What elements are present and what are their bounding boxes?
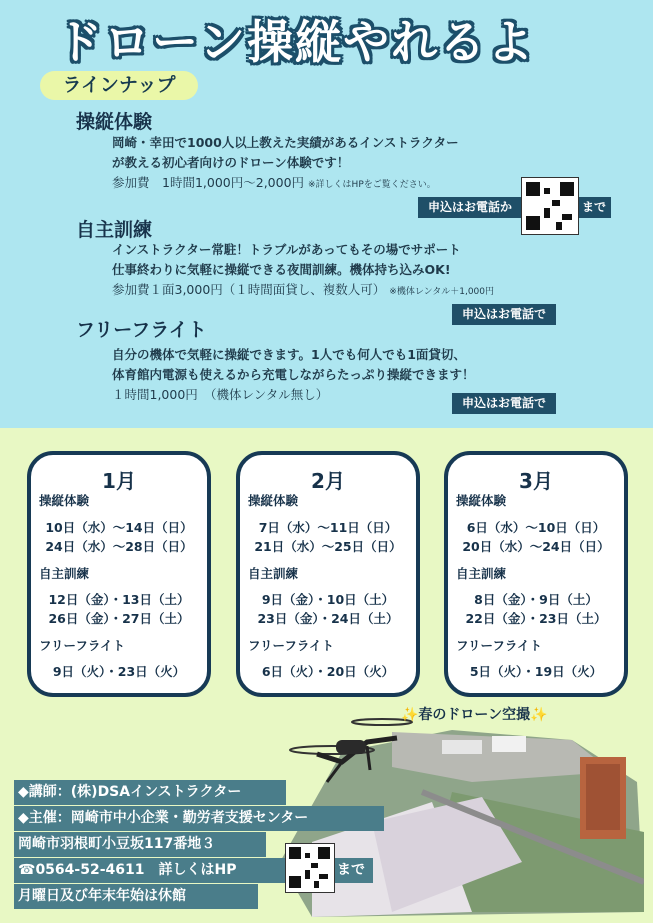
photo-caption: ✨春のドローン空撮✨ [401, 707, 548, 723]
month-card [27, 451, 211, 697]
apply-button-training[interactable]: 申込はお電話で [452, 304, 556, 325]
section-fee: 参加費１面3,000円（１時間面貸し、複数人可） ※機体レンタル＋1,000円 [112, 282, 495, 297]
month-card [236, 451, 420, 697]
month-title: 2月 [311, 469, 345, 493]
info-organizer: ◆主催：岡崎市中小企業・勤労者支援センター [14, 806, 384, 831]
date-line: 24日（水）～28日（日） [45, 539, 193, 554]
qr-code-icon[interactable] [285, 843, 335, 893]
date-line: 8日（金）・9日（土） [474, 592, 598, 607]
label-free: フリーフライト [39, 638, 126, 653]
info-address: 岡崎市羽根町小豆坂117番地３ [14, 832, 266, 857]
label-training: 自主訓練 [248, 566, 299, 581]
label-experience: 操縦体験 [248, 493, 299, 508]
section-fee: 参加費 1時間1,000円～2,000円 ※詳しくはHPをご覧ください。 [112, 175, 436, 190]
section-title-training: 自主訓練 [76, 219, 153, 241]
date-line: 6日（水）～10日（日） [466, 520, 606, 535]
date-line: 22日（金）・23日（土） [465, 611, 607, 626]
date-line: 12日（金）・13日（土） [48, 592, 190, 607]
date-line: 7日（水）～11日（日） [258, 520, 398, 535]
info-instructor: ◆講師：(株)DSAインストラクター [14, 780, 286, 805]
label-free: フリーフライト [248, 638, 335, 653]
fee-note: ※詳しくはHPをご覧ください。 [308, 180, 436, 190]
section-text: 岡崎・幸田で1000人以上教えた実績があるインストラクター [112, 135, 459, 150]
fee-note: ※機体レンタル＋1,000円 [389, 287, 495, 297]
label-training: 自主訓練 [39, 566, 90, 581]
date-line: 5日（火）・19日（火） [469, 664, 603, 679]
label-experience: 操縦体験 [39, 493, 90, 508]
date-line: 21日（水）～25日（日） [254, 539, 402, 554]
date-line: 23日（金）・24日（土） [257, 611, 399, 626]
section-text: 仕事終わりに気軽に操縦できる夜間訓練。機体持ち込みOK! [112, 262, 451, 277]
apply-button-experience[interactable]: 申込はお電話か [418, 197, 522, 218]
page-title: ドローン操縦やれるよ [56, 15, 536, 69]
apply-button-freeflight[interactable]: 申込はお電話で [452, 393, 556, 414]
section-text: が教える初心者向けのドローン体験です！ [112, 155, 350, 170]
label-free: フリーフライト [456, 638, 543, 653]
month-card [444, 451, 628, 697]
date-line: 9日（火）・23日（火） [52, 664, 186, 679]
label-experience: 操縦体験 [456, 493, 507, 508]
label-training: 自主訓練 [456, 566, 507, 581]
section-text: 自分の機体で気軽に操縦できます。1人でも何人でも1面貸切、 [112, 347, 466, 362]
apply-button-tail[interactable]: まで [577, 197, 611, 218]
month-title: 3月 [519, 469, 553, 493]
section-fee: １時間1,000円 （機体レンタル無し） [112, 387, 329, 402]
info-closed: 月曜日及び年末年始は休館 [14, 884, 258, 909]
section-title-freeflight: フリーフライト [76, 319, 207, 341]
date-line: 20日（水）～24日（日） [462, 539, 610, 554]
info-phone-tail: まで [333, 858, 373, 883]
date-line: 6日（火）・20日（火） [261, 664, 395, 679]
section-title-experience: 操縦体験 [76, 111, 153, 133]
qr-code-icon[interactable] [521, 177, 579, 235]
lineup-label: ラインナップ [40, 71, 198, 100]
date-line: 9日（金）・10日（土） [261, 592, 395, 607]
info-phone[interactable]: ☎0564-52-4611 詳しくはHP [14, 858, 290, 883]
section-text: 体育館内電源も使えるから充電しながらたっぷり操縦できます！ [112, 367, 475, 382]
date-line: 26日（金）・27日（土） [48, 611, 190, 626]
section-text: インストラクター常駐！トラブルがあってもその場でサポート [112, 242, 461, 257]
month-title: 1月 [102, 469, 136, 493]
date-line: 10日（水）～14日（日） [45, 520, 193, 535]
